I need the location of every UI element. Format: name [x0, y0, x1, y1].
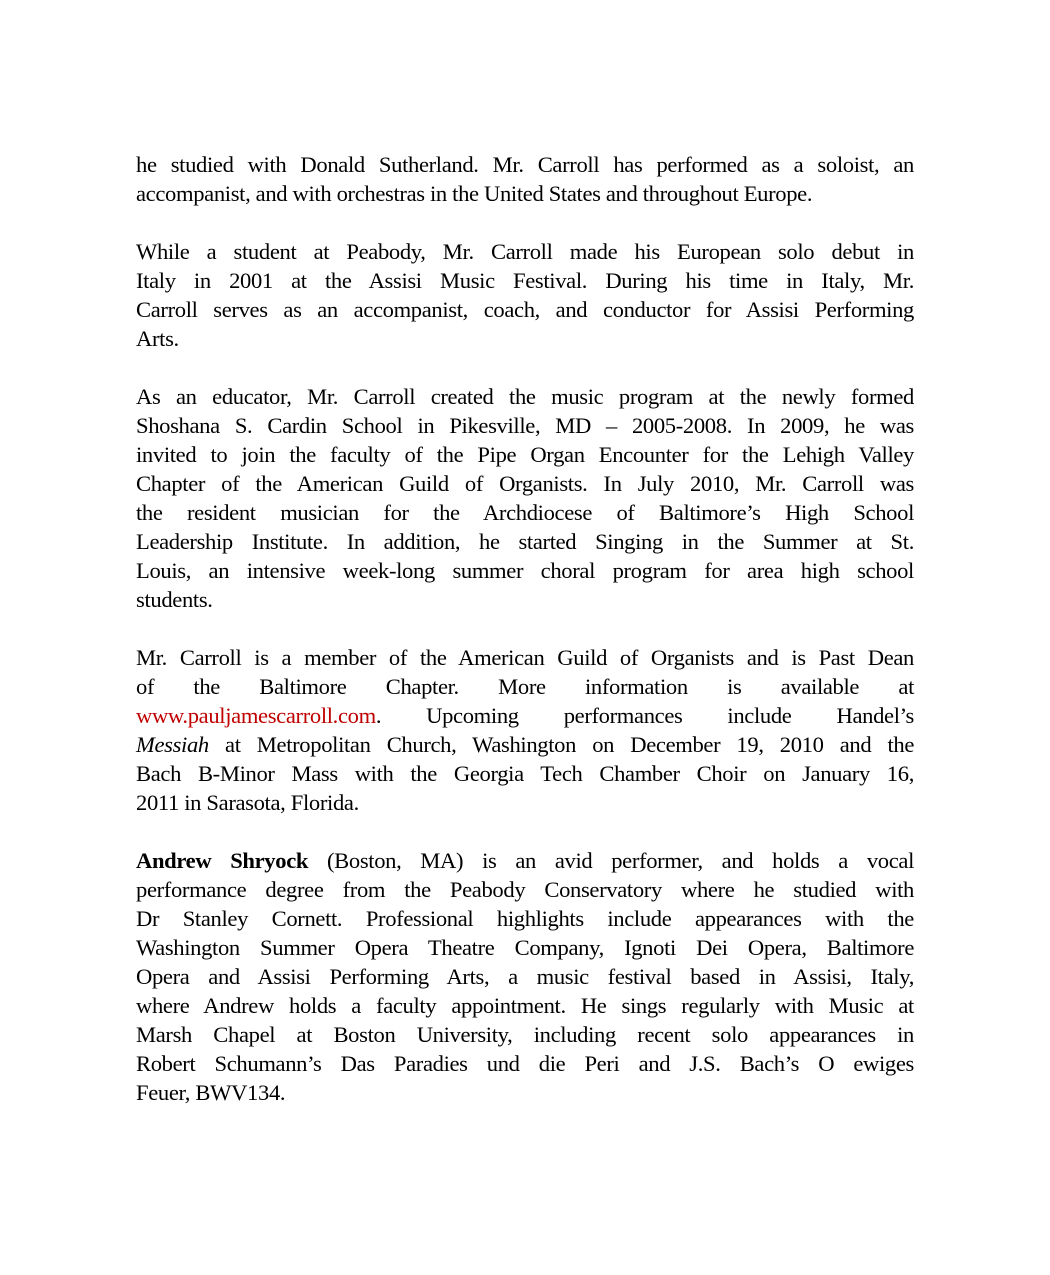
text-segment: Chapter of the American Guild of Organists. In July 2010, Mr. Carroll was [136, 471, 914, 496]
text-segment: As an educator, Mr. Carroll created the music program at the newly formed [136, 384, 914, 409]
text-line [136, 672, 914, 701]
text-line [136, 730, 914, 759]
text-line [136, 846, 914, 875]
text-segment: Robert Schumann’s Das Paradies und die Peri and J.S. Bach’s O ewiges [136, 1051, 914, 1076]
text-segment: 2011 in Sarasota, Florida. [136, 790, 359, 815]
text-line [136, 382, 914, 411]
text-segment: Messiah [136, 732, 209, 757]
paragraph [136, 846, 914, 1107]
text-segment: Shoshana S. Cardin School in Pikesville, MD – 2005-2008. In 2009, he was [136, 413, 914, 438]
text-line [136, 411, 914, 440]
paragraph [136, 150, 914, 208]
text-segment: Italy in 2001 at the Assisi Music Festival. During his time in Italy, Mr. [136, 268, 914, 293]
text-line [136, 179, 914, 208]
website-link[interactable]: www.pauljamescarroll.com [136, 703, 376, 728]
text-line [136, 556, 914, 585]
paragraph [136, 382, 914, 614]
text-line [136, 498, 914, 527]
text-line [136, 933, 914, 962]
text-line [136, 266, 914, 295]
text-line [136, 1049, 914, 1078]
text-line [136, 527, 914, 556]
text-line [136, 150, 914, 179]
person-name: Andrew Shryock [136, 848, 309, 873]
text-segment: Arts. [136, 326, 179, 351]
text-line [136, 962, 914, 991]
text-segment: he studied with Donald Sutherland. Mr. Carroll has performed as a soloist, an [136, 152, 914, 177]
text-segment: accompanist, and with orchestras in the United States and throughout Europe. [136, 181, 813, 206]
text-segment: invited to join the faculty of the Pipe Organ Encounter for the Lehigh Valley [136, 442, 914, 467]
text-line [136, 759, 914, 788]
text-segment: . Upcoming performances include Handel’s [375, 703, 914, 728]
text-line [136, 788, 914, 817]
text-segment: the resident musician for the Archdiocese of Baltimore’s High School [136, 500, 914, 525]
text-line [136, 237, 914, 266]
text-line [136, 585, 914, 614]
text-line [136, 1020, 914, 1049]
paragraph [136, 237, 914, 353]
text-segment: Marsh Chapel at Boston University, including recent solo appearances in [136, 1022, 914, 1047]
text-line [136, 643, 914, 672]
text-segment: Opera and Assisi Performing Arts, a music festival based in Assisi, Italy, [136, 964, 914, 989]
text-segment: where Andrew holds a faculty appointment. He sings regularly with Music at [136, 993, 914, 1018]
text-segment: at Metropolitan Church, Washington on December 19, 2010 and the [208, 732, 914, 757]
text-line [136, 295, 914, 324]
paragraph [136, 643, 914, 817]
text-line [136, 324, 914, 353]
text-line [136, 904, 914, 933]
text-segment: students. [136, 587, 213, 612]
text-segment: performance degree from the Peabody Conservatory where he studied with [136, 877, 914, 902]
text-segment: While a student at Peabody, Mr. Carroll made his European solo debut in [136, 239, 914, 264]
text-segment: Bach B-Minor Mass with the Georgia Tech Chamber Choir on January 16, [136, 761, 914, 786]
text-segment: Leadership Institute. In addition, he started Singing in the Summer at St. [136, 529, 914, 554]
document-body [136, 150, 914, 1136]
text-line [136, 469, 914, 498]
text-segment: Louis, an intensive week-long summer choral program for area high school [136, 558, 914, 583]
text-line [136, 875, 914, 904]
text-segment: of the Baltimore Chapter. More information is available at [136, 674, 914, 699]
text-segment: Dr Stanley Cornett. Professional highlights include appearances with the [136, 906, 914, 931]
text-line [136, 701, 914, 730]
text-line [136, 991, 914, 1020]
text-segment: Carroll serves as an accompanist, coach, and conductor for Assisi Performing [136, 297, 914, 322]
text-line [136, 440, 914, 469]
text-segment: Feuer, BWV134. [136, 1080, 286, 1105]
text-line [136, 1078, 914, 1107]
text-segment: (Boston, MA) is an avid performer, and holds a vocal [308, 848, 914, 873]
text-segment: Mr. Carroll is a member of the American Guild of Organists and is Past Dean [136, 645, 914, 670]
text-segment: Washington Summer Opera Theatre Company, Ignoti Dei Opera, Baltimore [136, 935, 914, 960]
